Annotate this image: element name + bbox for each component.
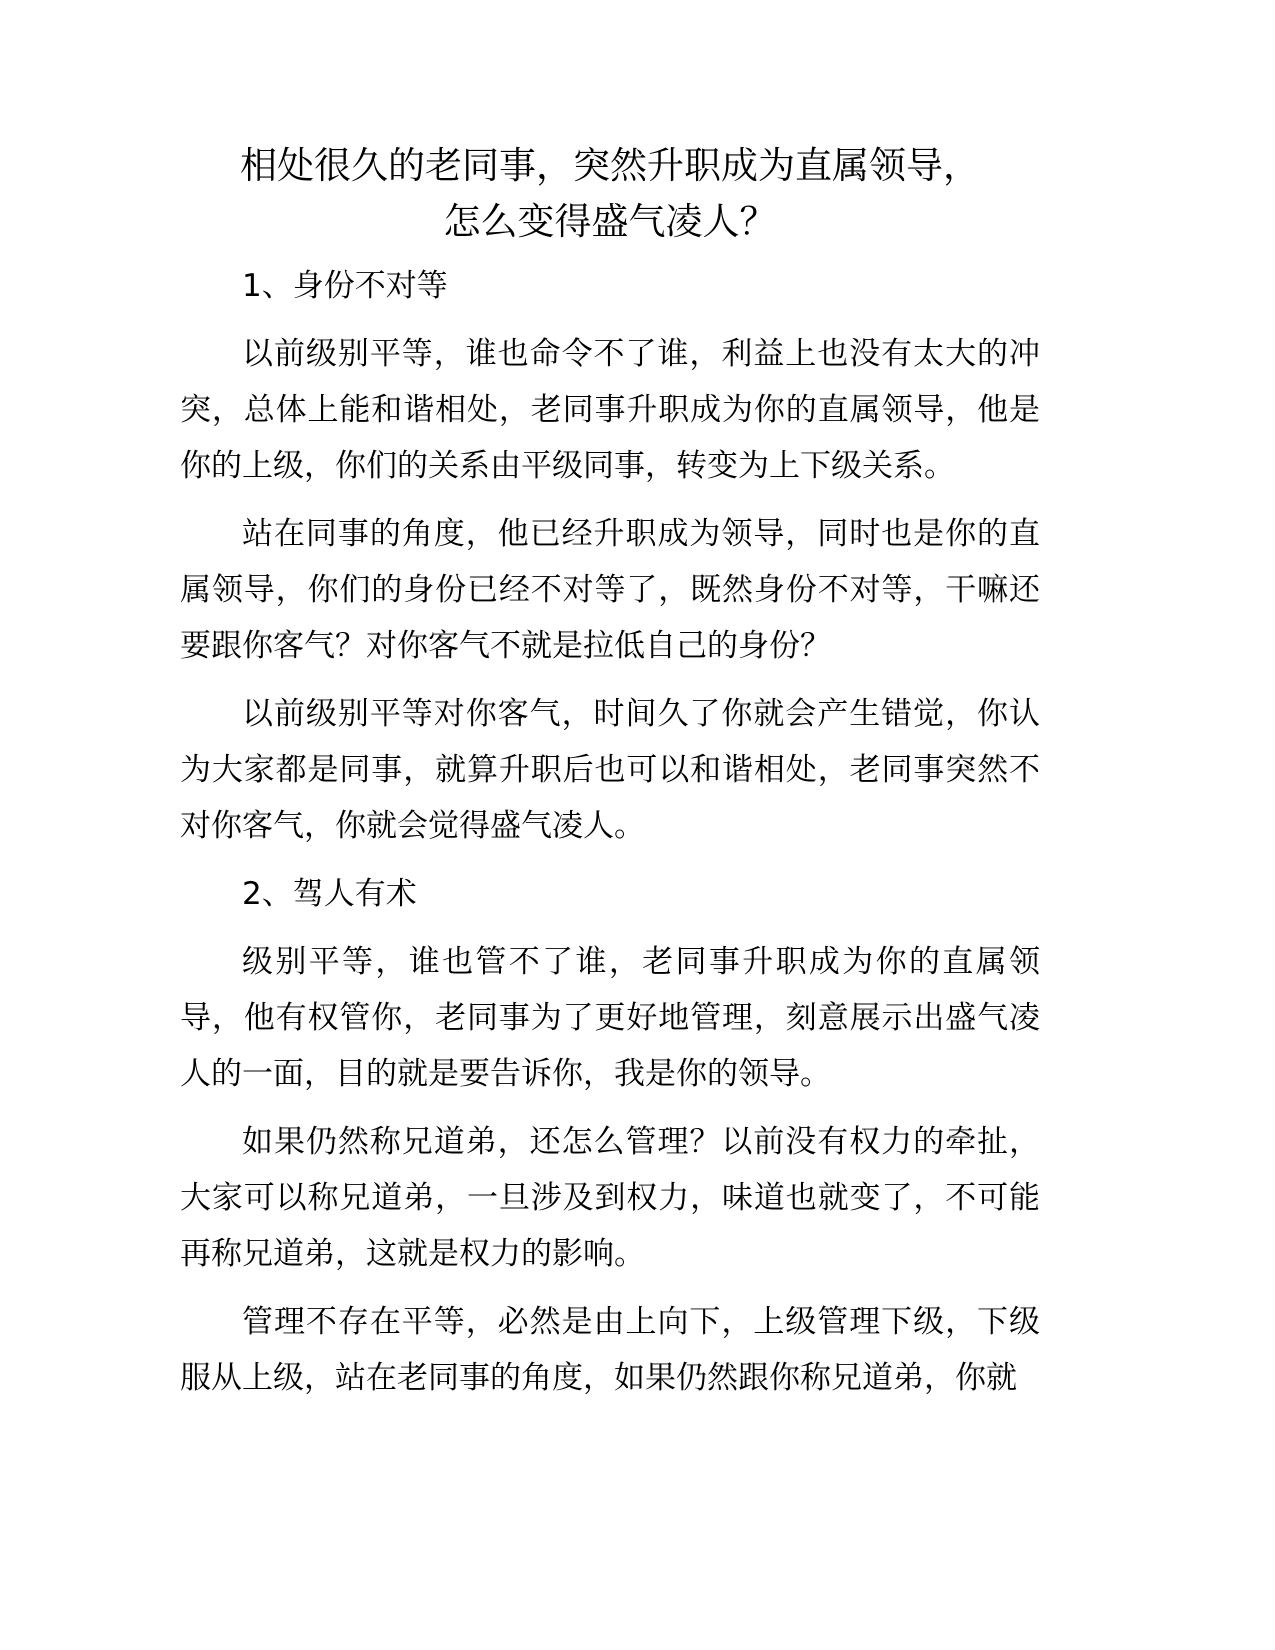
paragraph: 管理不存在平等，必然是由上向下，上级管理下级，下级服从上级，站在老同事的角度，如果仍然跟你称兄道弟，你就 [180,1304,1040,1396]
paragraph: 以前级别平等，谁也命令不了谁，利益上也没有太大的冲突，总体上能和谐相处，老同事升职成为你的直属领导，他是你的上级，你们的关系由平级同事，转变为上下级关系。 [180,336,1040,484]
paragraph: 站在同事的角度，他已经升职成为领导，同时也是你的直属领导，你们的身份已经不对等了，既然身份不对等，干嘛还要跟你客气？对你客气不就是拉低自己的身份？ [180,516,1040,664]
title-line-2: 怎么变得盛气凌人？ [443,200,777,243]
title-line-1: 相处很久的老同事，突然升职成为直属领导， [240,144,980,187]
section-heading-2: 2、驾人有术 [242,876,417,912]
section-heading-1: 1、身份不对等 [242,268,448,304]
paragraph: 级别平等，谁也管不了谁，老同事升职成为你的直属领导，他有权管你，老同事为了更好地管理，刻意展示出盛气凌人的一面，目的就是要告诉你，我是你的领导。 [180,944,1040,1092]
document-page [180,138,1040,1418]
paragraph: 如果仍然称兄道弟，还怎么管理？以前没有权力的牵扯，大家可以称兄道弟，一旦涉及到权力，味道也就变了，不可能再称兄道弟，这就是权力的影响。 [180,1124,1040,1272]
document-title [180,138,1040,250]
paragraph: 以前级别平等对你客气，时间久了你就会产生错觉，你认为大家都是同事，就算升职后也可以和谐相处，老同事突然不对你客气，你就会觉得盛气凌人。 [180,696,1040,844]
